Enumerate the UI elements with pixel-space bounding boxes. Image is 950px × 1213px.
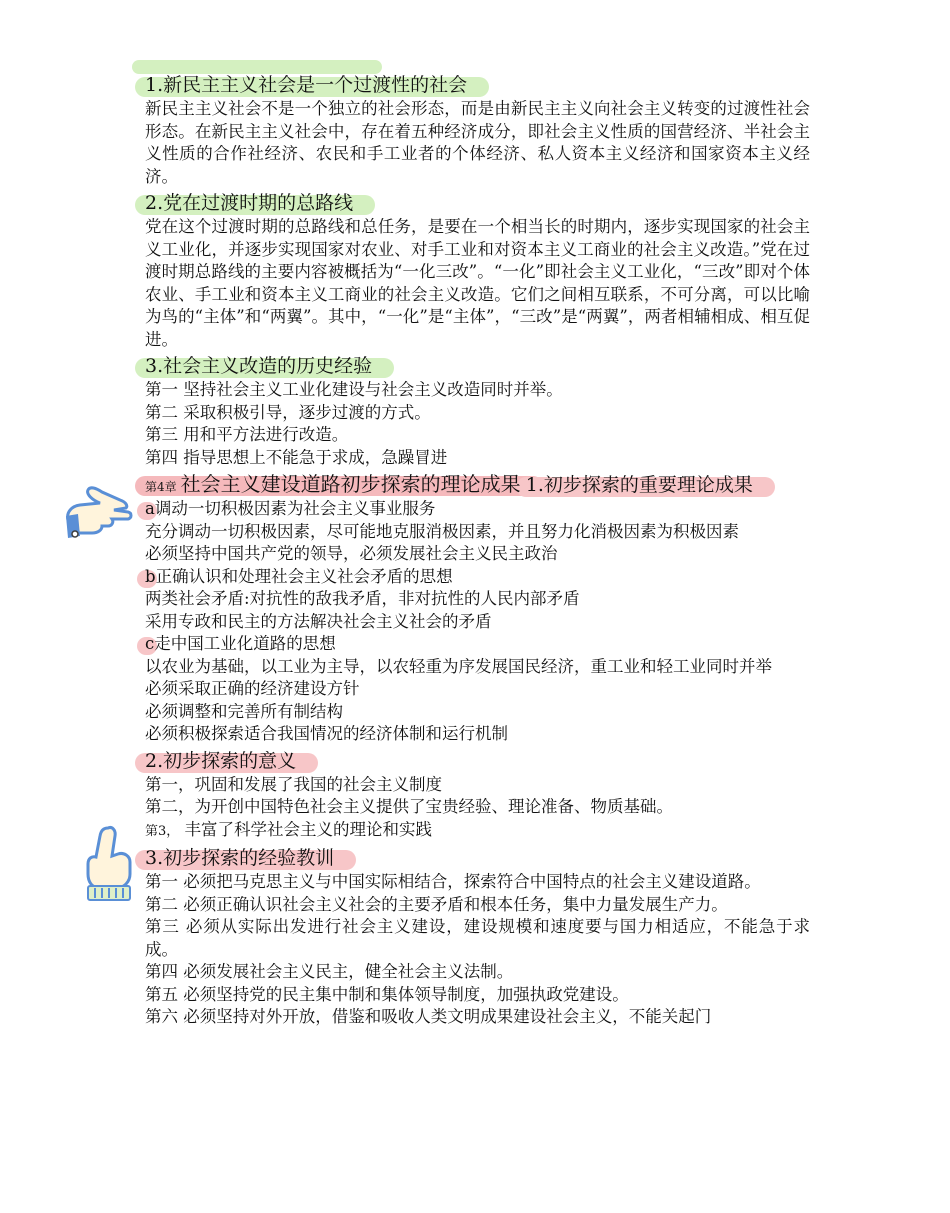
chapter-heading bbox=[145, 471, 521, 497]
section-heading bbox=[145, 845, 334, 871]
list-item: 必须采取正确的经济建设方针 bbox=[145, 679, 360, 698]
subheading-text bbox=[145, 567, 453, 586]
heading-text: 1.初步探索的重要理论成果 bbox=[525, 474, 753, 496]
subheading-prefix: a bbox=[145, 499, 155, 518]
subheading bbox=[145, 566, 810, 589]
section-heading bbox=[145, 353, 372, 379]
list-item: 采用专政和民主的方法解决社会主义社会的矛盾 bbox=[145, 611, 492, 631]
notes-content bbox=[145, 70, 810, 1029]
paragraph: 党在这个过渡时期的总路线和总任务，是要在一个相当长的时期内，逐步实现国家的社会主义工业化，并逐步实现国家对农业、对手工业和对资本主义工商业的社会主义改造。”党在过渡时期总路线的主要内容被概括为“一化三改”。“一化”即社会主义工业化，“三改”即对个体农业、手工业和资本主义工商业的社会主义改造。它们之间相互联系，不可分离，可以比喻为鸟的“主体”和“两翼”。其中，“一化”是“主体”，“三改”是“两翼”，两者相辅相成、相互促进。 bbox=[145, 217, 810, 349]
heading-text: 3.初步探索的经验教训 bbox=[145, 847, 335, 869]
list-item: 两类社会矛盾:对抗性的敌我矛盾，非对抗性的人民内部矛盾 bbox=[145, 589, 580, 608]
list-item: 必须坚持中国共产党的领导，必须发展社会主义民主政治 bbox=[145, 544, 558, 563]
section-heading bbox=[145, 190, 353, 216]
pointing-hand-icon bbox=[78, 822, 140, 910]
list-item: 以农业为基础，以工业为主导，以农轻重为序发展国民经济，重工业和轻工业同时并举 bbox=[145, 656, 772, 676]
heading-text: 2.初步探索的意义 bbox=[145, 749, 297, 772]
subheading bbox=[145, 498, 810, 521]
list-item: 第三 用和平方法进行改造。 bbox=[145, 425, 349, 444]
list-item: 第二 采取积极引导，逐步过渡的方式。 bbox=[145, 402, 431, 422]
pointing-hand-icon bbox=[62, 478, 137, 552]
list-item: 第一，巩固和发展了我国的社会主义制度 bbox=[145, 774, 442, 794]
chapter-title: 社会主义建设道路初步探索的理论成果 bbox=[180, 472, 521, 496]
subheading-text bbox=[145, 499, 435, 518]
list-item: 第一 必须把马克思主义与中国实际相结合，探索符合中国特点的社会主义建设道路。 bbox=[145, 872, 761, 891]
subheading-text bbox=[145, 634, 336, 653]
subheading-title: 正确认识和处理社会主义社会矛盾的思想 bbox=[155, 566, 453, 586]
section-heading bbox=[526, 472, 753, 498]
heading-text: 3.社会主义改造的历史经验 bbox=[145, 355, 373, 377]
list-item: 第五 必须坚持党的民主集中制和集体领导制度，加强执政党建设。 bbox=[145, 984, 629, 1004]
list-item: 第四 必须发展社会主义民主，健全社会主义法制。 bbox=[145, 962, 514, 981]
subheading bbox=[145, 633, 810, 656]
subheading-title: 调动一切积极因素为社会主义事业服务 bbox=[154, 499, 436, 518]
list-item bbox=[145, 819, 810, 844]
section-heading bbox=[145, 748, 296, 774]
list-item: 充分调动一切积极因素，尽可能地克服消极因素，并且努力化消极因素为积极因素 bbox=[145, 521, 739, 541]
list-text: 丰富了科学社会主义的理论和实践 bbox=[184, 819, 433, 839]
list-prefix: 第3， bbox=[145, 823, 180, 839]
list-item: 第四 指导思想上不能急于求成，急躁冒进 bbox=[145, 447, 448, 467]
subheading-title: 走中国工业化道路的思想 bbox=[154, 634, 336, 653]
list-item: 第六 必须坚持对外开放，借鉴和吸收人类文明成果建设社会主义，不能关起门 bbox=[145, 1007, 712, 1026]
list-item: 必须调整和完善所有制结构 bbox=[145, 701, 343, 721]
section-heading bbox=[145, 72, 467, 98]
heading-text: 1.新民主主义社会是一个过渡性的社会 bbox=[145, 74, 468, 96]
list-item: 必须积极探索适合我国情况的经济体制和运行机制 bbox=[145, 724, 508, 743]
subheading-prefix: c bbox=[145, 634, 155, 653]
list-item: 第一 坚持社会主义工业化建设与社会主义改造同时并举。 bbox=[145, 380, 563, 399]
heading-text: 2.党在过渡时期的总路线 bbox=[145, 192, 354, 214]
subheading-prefix: b bbox=[145, 566, 156, 586]
list-item: 第二 必须正确认识社会主义社会的主要矛盾和根本任务，集中力量发展生产力。 bbox=[145, 894, 728, 914]
paragraph: 新民主主义社会不是一个独立的社会形态，而是由新民主主义向社会主义转变的过渡性社会形态。在新民主主义社会中，存在着五种经济成分，即社会主义性质的国营经济、半社会主义性质的合作社经济、农民和手工业者的个体经济、私人资本主义经济和国家资本主义经济。 bbox=[145, 99, 810, 186]
chapter-heading-text bbox=[145, 472, 521, 496]
list-item: 第三 必须从实际出发进行社会主义建设，建设规模和速度要与国力相适应，不能急于求成。 bbox=[145, 917, 810, 959]
chapter-tag: 第4章 bbox=[145, 480, 177, 494]
list-item: 第二，为开创中国特色社会主义提供了宝贵经验、理论准备、物质基础。 bbox=[145, 797, 673, 816]
